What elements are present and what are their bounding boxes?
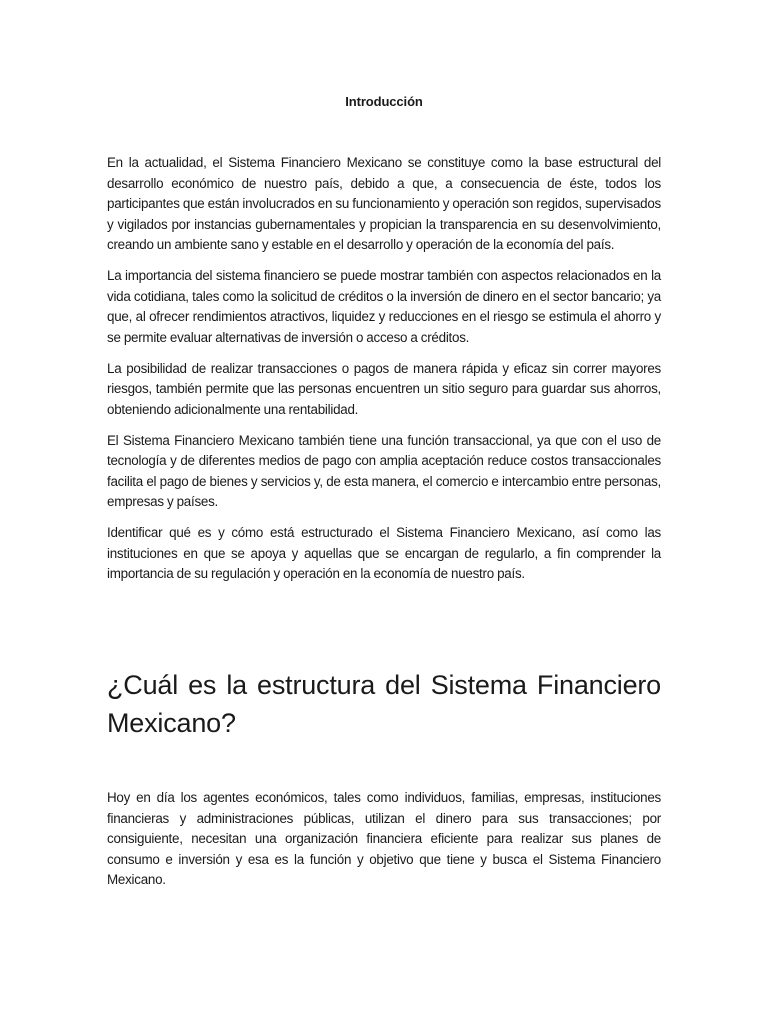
paragraph: La importancia del sistema financiero se puede mostrar también con aspectos relacionados en la vida cotidiana, tales como la solicitud de créditos o la inversión de dinero en el sector bancario; ya que, al ofrecer rendimientos atractivos, liquidez y reducciones en el riesgo se estimula el ahorro y se permite evaluar alternativas de inversión o acceso a créditos.: [107, 268, 661, 345]
paragraph: Hoy en día los agentes económicos, tales como individuos, familias, empresas, instituciones financieras y administraciones públicas, utilizan el dinero para sus transacciones; por consiguiente, necesitan una organización financiera eficiente para realizar sus planes de consumo e inversión y esa es la función y objetivo que tiene y busca el Sistema Financiero Mexicano.: [107, 790, 661, 887]
section-title: ¿Cuál es la estructura del Sistema Financiero Mexicano?: [107, 670, 661, 738]
paragraph: El Sistema Financiero Mexicano también tiene una función transaccional, ya que con el uso de tecnología y de diferentes medios de pago con amplia aceptación reduce costos transaccionales facilita el pago de bienes y servicios y, de esta manera, el comercio e intercambio entre personas, empresas y países.: [107, 432, 661, 509]
section-body: [107, 788, 661, 901]
paragraph: En la actualidad, el Sistema Financiero Mexicano se constituye como la base estructural del desarrollo económico de nuestro país, debido a que, a consecuencia de éste, todos los participantes que están involucrados en su funcionamiento y operación son regidos, supervisados y vigilados por instancias gubernamentales y propician la transparencia en su desenvolvimiento, creando un ambiente sano y estable en el desarrollo y operación de la economía del país.: [107, 155, 661, 252]
intro-heading: Introducción: [345, 94, 423, 109]
paragraph: La posibilidad de realizar transacciones o pagos de manera rápida y eficaz sin correr mayores riesgos, también permite que las personas encuentren un sitio seguro para guardar sus ahorros, obteniendo adicionalmente una rentabilidad.: [107, 360, 661, 417]
intro-body: [107, 153, 661, 595]
paragraph: Identificar qué es y cómo está estructurado el Sistema Financiero Mexicano, así como las instituciones en que se apoya y aquellas que se encargan de regularlo, a fin comprender la importancia de su regulación y operación en la economía de nuestro país.: [107, 525, 661, 581]
